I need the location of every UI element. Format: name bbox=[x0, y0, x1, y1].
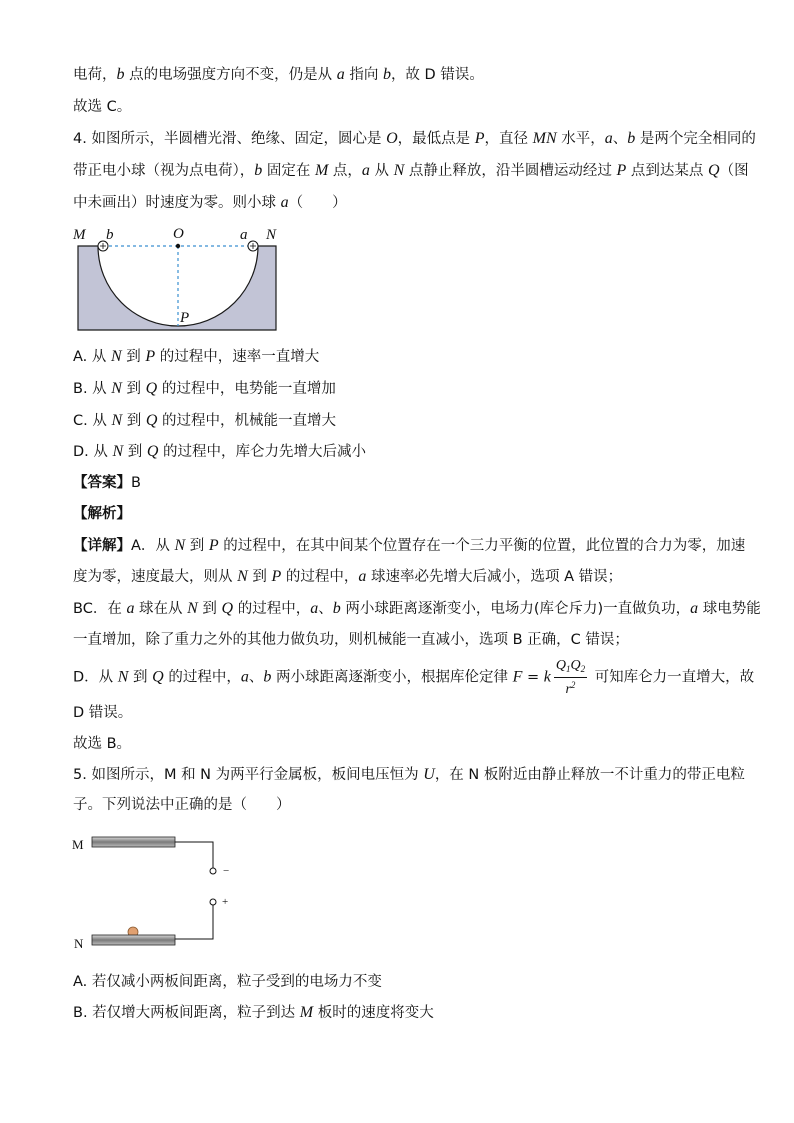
q4-option-b: B. 从 N 到 Q 的过程中，电势能一直增加 bbox=[73, 380, 336, 397]
label-o: O bbox=[173, 226, 184, 242]
label-b: b bbox=[106, 227, 114, 243]
q4-detail-line-4: 一直增加，除了重力之外的其他力做负功，则机械能一直减小，选项 B 正确，C 错误； bbox=[73, 632, 629, 648]
q4-detail-line-2: 度为零，速度最大，则从 N 到 P 的过程中，a 球速率必先增大后减小，选项 A 错误； bbox=[73, 568, 623, 585]
q4-detail-line-5: D．从 N 到 Q 的过程中，a、b 两小球距离逐渐变小，根据库伦定律 F = k $\frac{Q_1Q_2}{r^2}$ 可知库仑力一直增大，故 bbox=[73, 658, 755, 697]
plate-n bbox=[92, 935, 175, 945]
coulomb-formula-f: F bbox=[512, 668, 523, 686]
q4-conclusion: 故选 B。 bbox=[73, 736, 132, 752]
label-a: a bbox=[240, 227, 248, 243]
label-n: N bbox=[266, 227, 277, 243]
q4-stem-line-1: 4. 如图所示，半圆槽光滑、绝缘、固定，圆心是 O，最低点是 P，直径 MN 水平，a、b 是两个完全相同的 bbox=[73, 130, 756, 147]
center-point-o bbox=[176, 244, 180, 248]
terminal-minus bbox=[210, 868, 216, 874]
prev-conclusion: 故选 C。 bbox=[73, 99, 132, 115]
q4-answer: 【答案】B bbox=[73, 475, 141, 491]
q4-analysis-tag: 【解析】 bbox=[73, 506, 131, 522]
q4-detail-line-6: D 错误。 bbox=[73, 705, 133, 721]
q5-option-a: A. 若仅减小两板间距离，粒子受到的电场力不变 bbox=[73, 974, 382, 990]
terminal-plus bbox=[210, 899, 216, 905]
wire-n bbox=[175, 905, 213, 939]
terminal-minus-label: − bbox=[223, 865, 230, 877]
coulomb-fraction: $\frac{Q_1Q_2}{r^2}$ bbox=[555, 658, 586, 697]
q4-option-a: A. 从 N 到 P 的过程中，速率一直增大 bbox=[73, 348, 320, 365]
plate-m bbox=[92, 837, 175, 847]
q4-detail-line-3: BC．在 a 球在从 N 到 Q 的过程中，a、b 两小球距离逐渐变小，电场力(库仑斥力)一直做负功，a 球电势能 bbox=[73, 600, 761, 617]
q5-stem-line-2: 子。下列说法中正确的是（ ） bbox=[73, 797, 291, 813]
label-p: P bbox=[180, 310, 190, 326]
prev-answer-line: 电荷，b 点的电场强度方向不变，仍是从 a 指向 b，故 D 错误。 bbox=[73, 66, 484, 83]
plate-label-n: N bbox=[74, 936, 84, 951]
q5-stem-line-1: 5. 如图所示，M 和 N 为两平行金属板，板间电压恒为 U，在 N 板附近由静止释放一不计重力的带正电粒 bbox=[73, 766, 745, 783]
q4-option-c: C. 从 N 到 Q 的过程中，机械能一直增大 bbox=[73, 412, 337, 429]
wire-m bbox=[175, 842, 213, 868]
q4-option-d: D. 从 N 到 Q 的过程中，库仑力先增大后减小 bbox=[73, 443, 367, 460]
q5-option-b: B. 若仅增大两板间距离，粒子到达 M 板时的速度将变大 bbox=[73, 1004, 434, 1021]
q4-stem-line-3: 中未画出）时速度为零。则小球 a（ ） bbox=[73, 194, 347, 211]
q4-detail-line-1: 【详解】A．从 N 到 P 的过程中，在其中间某个位置存在一个三力平衡的位置，此位置的合力为零，加速 bbox=[73, 537, 746, 554]
plate-label-m: M bbox=[72, 837, 84, 852]
label-m: M bbox=[73, 227, 86, 243]
ball-a bbox=[248, 241, 258, 251]
parallel-plates-figure bbox=[70, 828, 250, 964]
terminal-plus-label: + bbox=[222, 896, 229, 908]
semicircle-groove-figure bbox=[68, 222, 288, 338]
q4-stem-line-2: 带正电小球（视为点电荷），b 固定在 M 点，a 从 N 点静止释放，沿半圆槽运动经过 P 点到达某点 Q（图 bbox=[73, 162, 749, 179]
groove-body bbox=[78, 246, 276, 330]
